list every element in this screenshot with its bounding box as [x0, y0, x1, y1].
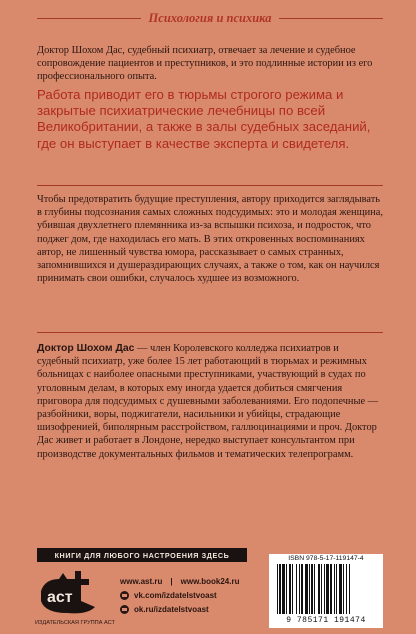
barcode-stripe	[334, 564, 335, 614]
barcode-stripe	[279, 564, 281, 614]
series-line-left	[37, 18, 141, 19]
site-link-ast[interactable]: www.ast.ru	[120, 576, 163, 586]
barcode-stripe	[343, 564, 344, 614]
barcode-stripe	[277, 564, 278, 614]
series-title: Психология и психика	[148, 10, 272, 25]
barcode-stripe	[292, 564, 293, 614]
vk-icon	[120, 591, 129, 600]
story-block	[37, 193, 383, 285]
series-header	[37, 8, 383, 28]
barcode-stripe	[349, 564, 350, 614]
websites-row	[120, 574, 260, 588]
author-bio	[37, 342, 383, 461]
ok-link[interactable]: ok.ru/izdatelstvoast	[134, 604, 209, 614]
barcode-box	[269, 554, 383, 628]
publisher-name: ИЗДАТЕЛЬСКАЯ ГРУППА АСТ	[35, 620, 115, 626]
barcode-stripe	[289, 564, 291, 614]
barcode-digits: 9 785171 191474	[286, 616, 366, 625]
barcode-stripe	[305, 564, 308, 614]
publisher-logo	[35, 569, 115, 629]
barcode-stripe	[311, 564, 313, 614]
vk-row	[120, 588, 260, 602]
barcode-icon	[275, 564, 377, 616]
logo-lettering: аст	[47, 589, 73, 606]
publisher-links	[120, 574, 260, 616]
author-name: Доктор Шохом Дас	[37, 343, 135, 354]
intro-text: Доктор Шохом Дас, судебный психиатр, отвечает за лечение и судебное сопровождение пациентов и преступников, и это подлинные истории из его профессионального опыта.	[37, 45, 373, 83]
slogan-bar: КНИГИ ДЛЯ ЛЮБОГО НАСТРОЕНИЯ ЗДЕСЬ	[37, 548, 247, 562]
barcode-stripe	[296, 564, 297, 614]
intro-block	[37, 44, 383, 152]
barcode-stripe	[314, 564, 315, 614]
barcode-stripe	[330, 564, 332, 614]
barcode-stripe	[309, 564, 310, 614]
barcode-stripe	[321, 564, 322, 614]
ast-logo-icon	[37, 569, 99, 617]
vk-link[interactable]: vk.com/izdatelstvoast	[134, 590, 217, 600]
barcode-stripe	[299, 564, 300, 614]
barcode-stripe	[339, 564, 342, 614]
barcode-stripe	[318, 564, 320, 614]
story-text: Чтобы предотвратить будущие преступления, автору приходится заглядывать в глубины подсознания самых сложных подсудимых: это и молодая женщина, убившая двухлетнего племянника из-за вспышки психоза, и подросток, что поджег дом, где находилась его мать. В этих откровенных воспоминаниях автор, не лишенный чувства юмора, рассказывает о самых странных, запомнившихся и душераздирающих случаях, а также о том, как он научился принимать свои ошибки, случалось худшее из возможного.	[37, 194, 383, 285]
ok-icon	[120, 605, 129, 614]
site-link-book24[interactable]: www.book24.ru	[180, 576, 240, 586]
barcode-stripe	[324, 564, 325, 614]
barcode-stripe	[286, 564, 287, 614]
section-divider	[37, 332, 383, 333]
isbn-text: ISBN 978-5-17-119147-4	[288, 555, 364, 562]
barcode-stripe	[346, 564, 347, 614]
separator: |	[170, 576, 173, 586]
intro-highlight: Работа приводит его в тюрьмы строгого режима и закрытые психиатрические лечебницы по всей Великобритании, а также в залы судебных заседаний, где он выступает в качестве эксперта и свидетеля.	[37, 86, 371, 151]
barcode-stripe	[282, 564, 285, 614]
barcode-stripe	[326, 564, 329, 614]
ok-row	[120, 602, 260, 616]
barcode-stripe	[301, 564, 303, 614]
bio-text: — член Королевского колледжа психиатров и судебный психиатр, уже более 15 лет работающий в тюрьмах и режимных больницах с наиболее опасными преступниками, участвующий в судах по уголовным делам, в которых ему иногда удается добиться смягчения приговора для подсудимых с душевными заболеваниями. Его подопечные — разбойники, воры, поджигатели, насильники и убийцы, страдающие шизофренией, биполярным расстройством, галлюцинациями и проч. Доктор Дас живет и работает в Лондоне, нередко выступает консультантом при производстве документальных фильмов и тематических телепрограмм.	[37, 343, 379, 460]
series-line-right	[279, 18, 383, 19]
barcode-stripe	[336, 564, 337, 614]
section-divider	[37, 185, 383, 186]
bio-paragraph	[37, 342, 383, 461]
